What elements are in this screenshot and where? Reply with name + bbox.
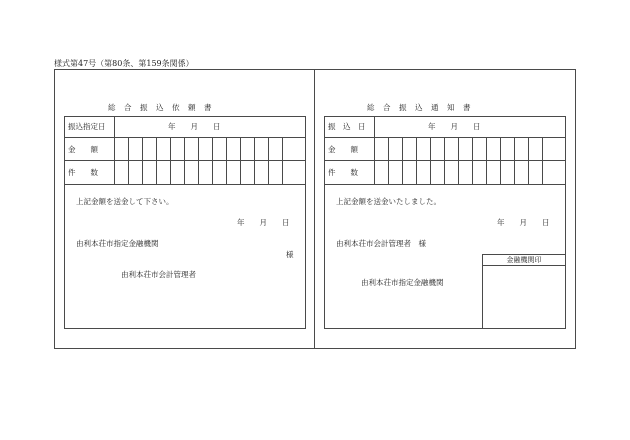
right-sender: 由利本荘市指定金融機関 [361,278,444,287]
left-title: 総 合 振 込 依 頼 書 [108,103,212,112]
left-honorific: 様 [286,250,294,259]
right-transfer-date-value: 年 月 日 [428,122,481,131]
right-row-separator [324,184,566,185]
right-addressee: 由利本荘市会計管理者 様 [336,239,426,248]
left-transfer-date-label: 振込指定日 [68,122,106,131]
left-date: 年 月 日 [237,218,290,227]
left-count-label: 件 数 [68,168,98,177]
right-amount-label: 金 額 [328,145,358,154]
right-count-label: 件 数 [328,168,358,177]
left-row-separator [64,184,306,185]
seal-label: 金融機関印 [506,256,542,264]
right-date: 年 月 日 [497,218,550,227]
left-addressee: 由利本荘市指定金融機関 [76,239,159,248]
center-divider [314,69,315,349]
right-digit-grid [374,138,566,184]
left-sender: 由利本荘市会計管理者 [121,270,196,279]
left-body-text: 上記金額を送金して下さい。 [76,197,174,206]
right-body-text: 上記金額を送金いたしました。 [336,197,441,206]
right-transfer-date-label: 振 込 日 [328,122,366,131]
seal-box-header-line [482,265,566,266]
left-transfer-date-value: 年 月 日 [168,122,221,131]
left-amount-label: 金 額 [68,145,98,154]
form-number: 様式第47号（第80条、第159条関係） [54,59,194,68]
right-title: 総 合 振 込 通 知 書 [367,103,471,112]
left-digit-grid [114,138,306,184]
